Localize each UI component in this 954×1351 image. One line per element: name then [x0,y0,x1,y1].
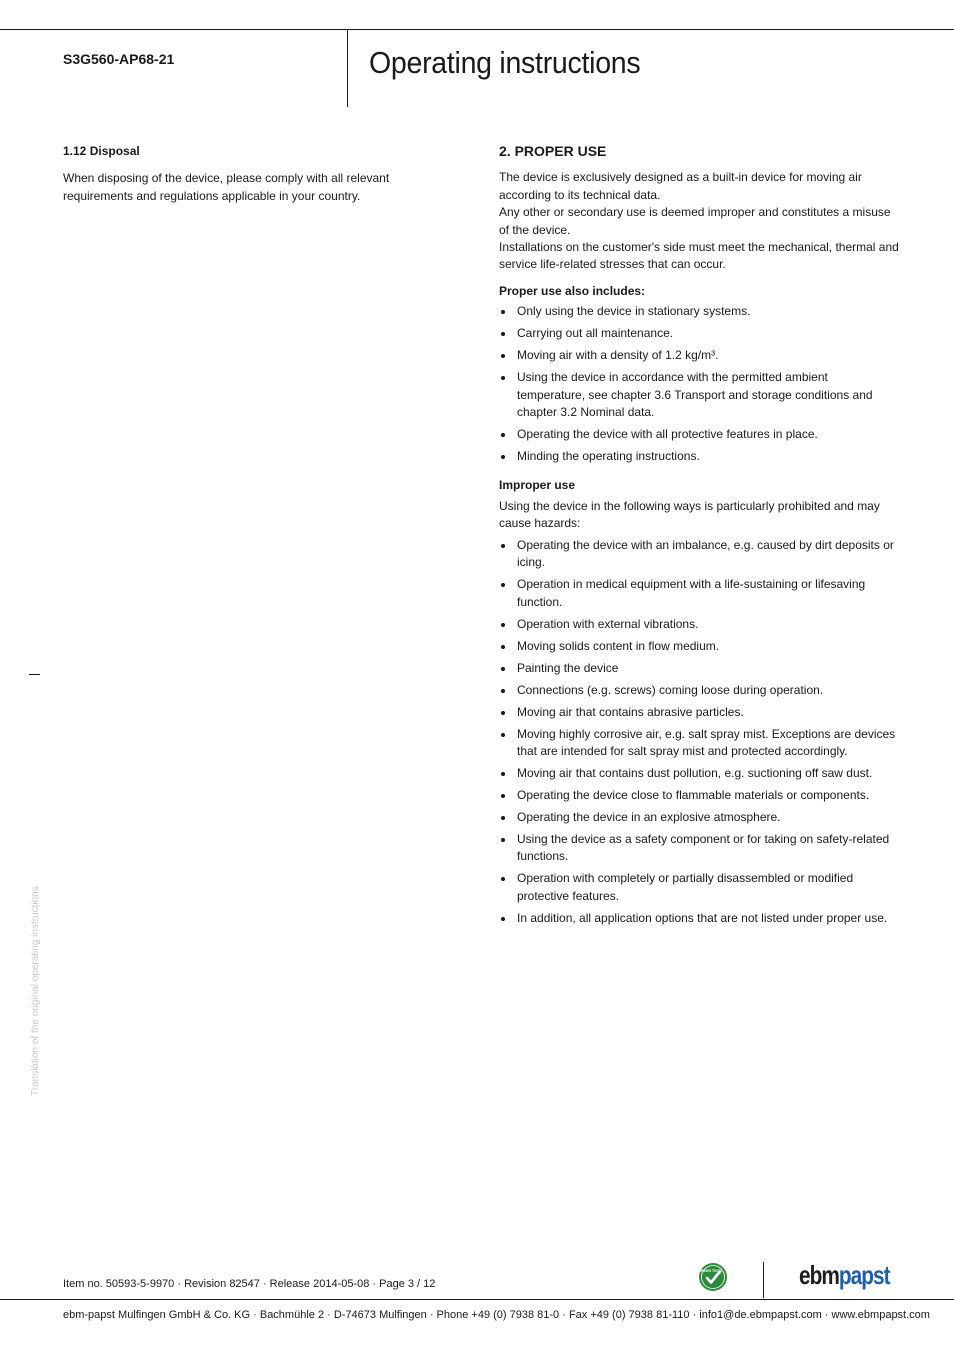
brand-logo [799,1260,890,1291]
improper-use-list [499,537,899,927]
list-item: Operation in medical equipment with a life-sustaining or lifesaving function. [499,576,899,611]
proper-use-includes-heading: Proper use also includes: [499,283,646,298]
list-item: Minding the operating instructions. [499,448,899,465]
footer-rule [0,1299,954,1300]
proper-use-list [499,303,899,465]
list-item: Using the device as a safety component or for taking on safety-related functions. [499,831,899,866]
right-column [499,143,899,927]
footer-company-line: ebm-papst Mulfingen GmbH & Co. KG · Bachmühle 2 · D-74673 Mulfingen · Phone +49 (0) 7938 81-0 · Fax +49 (0) 7938 81-110 · info1@de.ebmpapst.com · www.ebmpapst.com [63,1309,930,1321]
list-item: Moving air that contains abrasive particles. [499,704,899,721]
proper-use-heading: 2. PROPER USE [499,143,607,159]
model-number: S3G560-AP68-21 [63,51,175,67]
list-item: Moving air that contains dust pollution, e.g. suctioning off saw dust. [499,765,899,782]
header-divider [347,29,348,107]
list-item: Moving air with a density of 1.2 kg/m³. [499,347,899,364]
intro-paragraph: Installations on the customer's side must meet the mechanical, thermal and service life-related stresses that can occur. [499,240,899,272]
list-item: Painting the device [499,660,899,677]
list-item: Operating the device with all protective features in place. [499,426,899,443]
list-item: Operation with completely or partially disassembled or modified protective features. [499,870,899,905]
improper-use-intro: Using the device in the following ways is particularly prohibited and may cause hazards: [499,498,880,531]
disposal-paragraph: When disposing of the device, please comply with all relevant requirements and regulations applicable in your country. [63,171,390,203]
green-tech-label: GREEN TECH [698,1269,722,1273]
list-item: Connections (e.g. screws) coming loose during operation. [499,682,899,699]
fold-mark [29,674,40,675]
list-item: Carrying out all maintenance. [499,325,899,342]
green-tech-check-icon [698,1262,728,1292]
footer-logo-divider [763,1262,764,1298]
footer-item-line: Item no. 50593-5-9970 · Revision 82547 · Release 2014-05-08 · Page 3 / 12 [63,1278,436,1290]
improper-use-heading: Improper use [499,478,576,493]
header-top-rule [0,29,954,30]
intro-paragraph: Any other or secondary use is deemed improper and constitutes a misuse of the device. [499,205,891,237]
brand-logo-part2: papst [838,1260,890,1290]
page-title: Operating instructions [369,45,641,80]
list-item: Operating the device with an imbalance, e.g. caused by dirt deposits or icing. [499,537,899,572]
list-item: Using the device in accordance with the permitted ambient temperature, see chapter 3.6 Transport and storage conditions and chapter 3.2 Nominal data. [499,369,899,421]
disposal-heading: 1.12 Disposal [63,144,140,158]
list-item: In addition, all application options that are not listed under proper use. [499,910,899,927]
list-item: Moving highly corrosive air, e.g. salt spray mist. Exceptions are devices that are intended for salt spray mist and protected accordingly. [499,726,909,761]
list-item: Operating the device in an explosive atmosphere. [499,809,899,826]
list-item: Only using the device in stationary systems. [499,303,899,320]
side-note: Translation of the original operating instructions [30,886,41,1096]
intro-paragraph: The device is exclusively designed as a built-in device for moving air according to its technical data. [499,170,862,202]
left-column [63,143,423,205]
brand-logo-part1: ebm [799,1260,839,1290]
list-item: Moving solids content in flow medium. [499,638,899,655]
list-item: Operation with external vibrations. [499,616,899,633]
list-item: Operating the device close to flammable materials or components. [499,787,899,804]
